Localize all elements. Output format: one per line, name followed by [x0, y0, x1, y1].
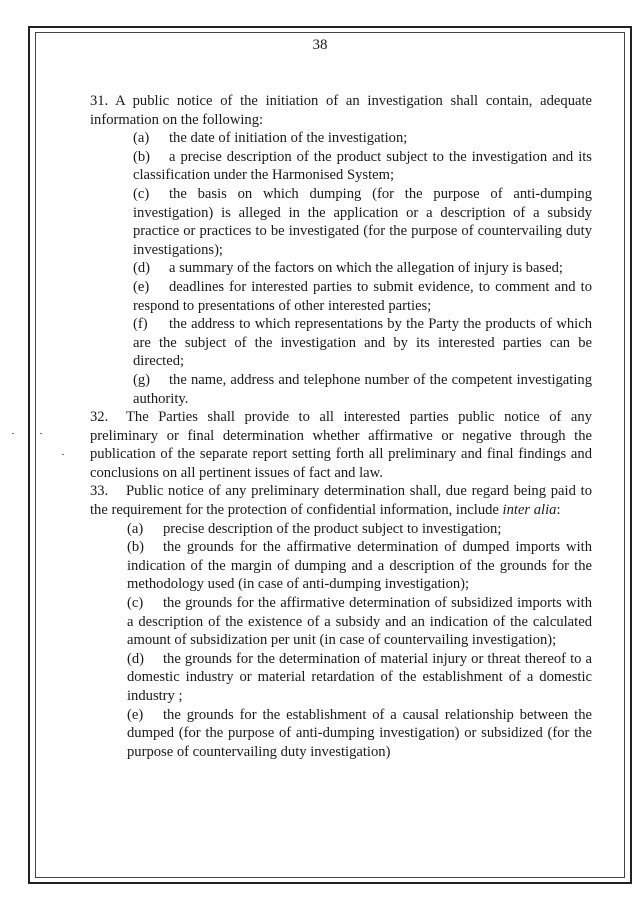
- paragraph-32: [90, 408, 592, 482]
- paragraph-31: [90, 92, 592, 129]
- paragraph-32-number: 32.: [90, 409, 109, 426]
- page-number: 38: [312, 37, 328, 53]
- paragraph-31-text: A public notice of the initiation of an investigation shall contain, adequate information on the following:: [90, 93, 592, 128]
- list-item: (a) the date of initiation of the investigation;: [133, 130, 408, 147]
- paragraph-31-number: 31.: [90, 93, 109, 109]
- paragraph-33-list: [127, 520, 592, 762]
- paragraph-33: 33. Public notice of any preliminary determination shall, due regard being paid to the requirement for the protection of confidential information, include inter alia:: [90, 483, 592, 519]
- list-item: (g) the name, address and telephone number of the competent investigating authority.: [133, 371, 592, 407]
- list-item: (e) deadlines for interested parties to submit evidence, to comment and to respond to presentations of other interested parties;: [133, 278, 592, 314]
- list-item: (b) a precise description of the product subject to the investigation and its classification under the Harmonised System;: [133, 148, 592, 184]
- document-body: [90, 92, 592, 761]
- list-item: (c) the basis on which dumping (for the purpose of anti-dumping investigation) is alleged in the application or a description of a subsidy practice or practices to be investigated (for the purpose of countervailing duty investigations);: [133, 185, 592, 258]
- scan-speck: [62, 454, 64, 455]
- list-item: (d) a summary of the factors on which the allegation of injury is based;: [133, 260, 563, 277]
- paragraph-33-number: 33.: [90, 483, 109, 500]
- paragraph-33-italic: inter alia: [502, 502, 557, 519]
- paragraph-33-text: Public notice of any preliminary determination shall, due regard being paid to the requirement for the protection of confidential information, include: [90, 483, 592, 519]
- paragraph-32-text: The Parties shall provide to all interested parties public notice of any preliminary or final determination whether affirmative or negative through the publication of the separate report setting forth all preliminary and final findings and conclusions on all pertinent issues of fact and law.: [90, 409, 592, 481]
- list-item: (f) the address to which representations by the Party the products of which are the subject of the investigation and by its interested parties can be directed;: [133, 316, 592, 370]
- scan-speck: [12, 433, 14, 434]
- list-item: (d) the grounds for the determination of material injury or threat thereof to a domestic industry or material retardation of the establishment of a domestic industry ;: [127, 650, 592, 704]
- list-item: (b) the grounds for the affirmative determination of dumped imports with indication of the margin of dumping and a description of the grounds for the methodology used (in case of anti-dumping investigation);: [127, 539, 592, 593]
- paragraph-31-list: [133, 129, 592, 408]
- list-item: (c) the grounds for the affirmative determination of subsidized imports with a description of the existence of a subsidy and an indication of the calculated amount of subsidization per unit (in case of countervailing investigation);: [127, 595, 592, 649]
- list-item: (e) the grounds for the establishment of a causal relationship between the dumped (for the purpose of anti-dumping investigation) or subsidized (for the purpose of countervailing duty investigation): [127, 706, 592, 760]
- list-item: (a) precise description of the product subject to investigation;: [127, 520, 502, 537]
- scan-speck: [40, 433, 42, 434]
